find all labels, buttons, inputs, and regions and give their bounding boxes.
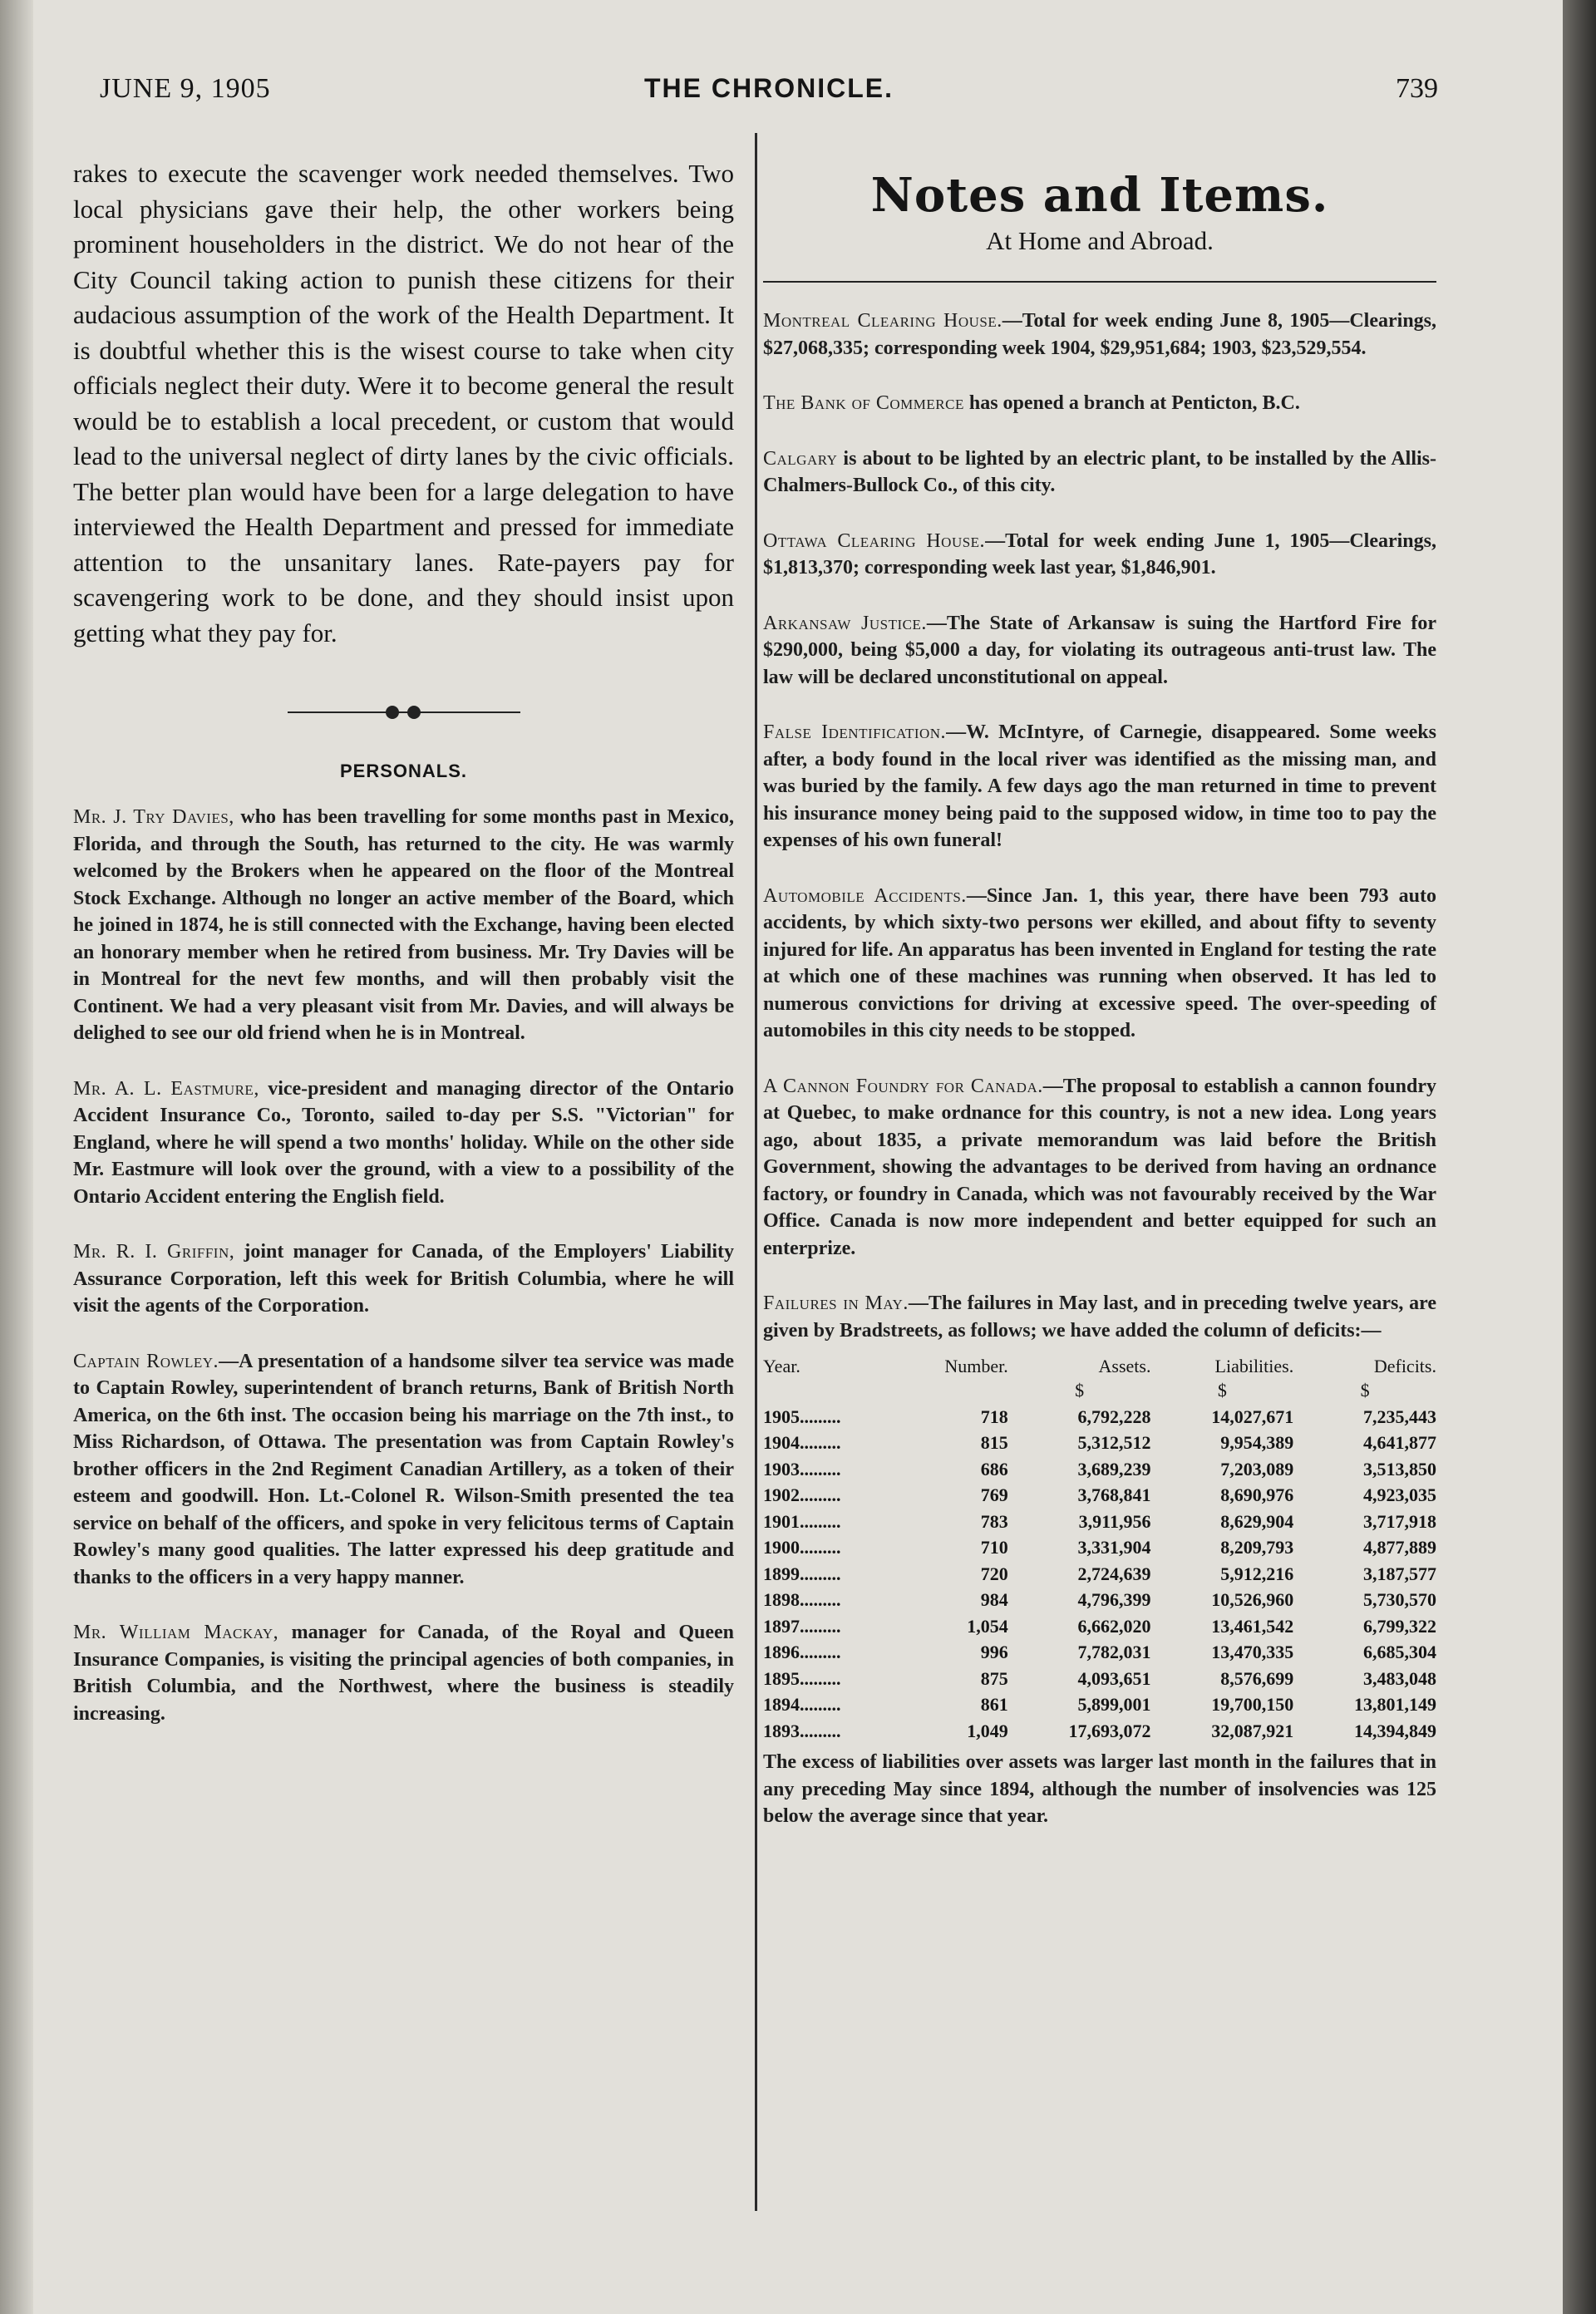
deficits-cell: 3,187,577 <box>1363 1563 1436 1584</box>
personal-text: joint manager for Canada, of the Employers' Liability Assurance Corporation, left this week for British Columbia, where he will visit the agents of the Corporation. <box>73 1241 735 1317</box>
assets-cell: 6,792,228 <box>1077 1406 1151 1427</box>
editorial-continuation: rakes to execute the scavenger work needed themselves. Two local physicians gave their help, the other workers being prominent householders in the district. We do not hear of the City Council taking action to punish these citizens for their audacious assumption of the work of the Health Department. It is doubtful whether this is the wisest course to take when city officials neglect their duty. Were it to become general the result would be to establish a local precedent, or custom that would lead to the universal neglect of dirty lanes by the civic officials. The better plan would have been for a large delegation to have interviewed the Health Department and pressed for immediate attention to the unsanitary lanes. Rate-payers pay for scavengering work to be done, and they should insist upon getting what they pay for. <box>73 159 734 647</box>
notes-title: Notes and Items. <box>870 168 1329 223</box>
left-column <box>73 156 734 1755</box>
news-item <box>763 1290 1436 1344</box>
news-item-heading: False Identification. <box>763 721 947 743</box>
news-item-heading: A Cannon Foundry for Canada. <box>763 1075 1043 1097</box>
dot-leader: ......... <box>800 1667 841 1689</box>
table-row <box>763 1456 1436 1483</box>
personal-item <box>73 1076 734 1211</box>
year-value: 1905 <box>763 1406 800 1427</box>
news-item <box>763 446 1436 500</box>
news-item <box>763 610 1436 692</box>
assets-cell: 3,911,956 <box>1078 1510 1151 1532</box>
dot-leader: ......... <box>800 1589 841 1610</box>
deficits-cell: 3,513,850 <box>1363 1458 1436 1479</box>
page-binding-shadow <box>0 0 33 2314</box>
table-row <box>763 1666 1436 1692</box>
column-header-year: Year. <box>763 1356 800 1376</box>
personal-text: —A presentation of a handsome silver tea service was made to Captain Rowley, superintendent of branch returns, Bank of British North America, on the 6th inst. The occasion being his marriage on the 7th inst., to Miss Richardson, of Ottawa. The presentation was from Captain Rowley's brother officers in the 2nd Regiment Canadian Artillery, as a token of their esteem and goodwill. Hon. Lt.-Colonel R. Wilson-Smith presented the tea service on behalf of the officers, and spoke in very felicitous terms of Captain Rowley's many good qualities. The latter expressed his deep gratitude and thanks to the officers in a very happy manner. <box>73 1350 734 1588</box>
dot-leader: ......... <box>800 1510 841 1532</box>
news-item-heading: Calgary <box>763 447 838 470</box>
news-item-heading: Ottawa Clearing House. <box>763 529 986 552</box>
year-cell <box>763 1587 898 1613</box>
personal-text: manager for Canada, of the Royal and Queen Insurance Companies, is visiting the principal agencies of both companies, in British Columbia, and the Northwest, where the business is steadily increasing. <box>73 1622 735 1725</box>
year-value: 1897 <box>763 1615 800 1637</box>
news-item <box>763 528 1436 582</box>
number-cell: 710 <box>980 1537 1008 1558</box>
number-cell: 875 <box>980 1667 1008 1689</box>
news-item-text: —Total for week ending June 1, 1905—Clearings, $1,813,370; corresponding week last year, $1,846,901. <box>763 529 1436 578</box>
dot-leader: ......... <box>800 1615 841 1637</box>
deficits-cell: 3,717,918 <box>1363 1510 1436 1532</box>
year-value: 1896 <box>763 1642 800 1662</box>
personal-name: Captain Rowley. <box>73 1350 219 1372</box>
assets-cell: 5,312,512 <box>1077 1432 1151 1453</box>
year-cell <box>763 1509 898 1535</box>
dot-leader: ......... <box>800 1642 841 1662</box>
news-item-text: —Since Jan. 1, this year, there have been 793 auto accidents, by which sixty-two persons wer ekilled, and about fifty to seventy injured for life. An apparatus has been invented in England for testing the rate at which one of these machines was running when observed. It has led to numerous convictions for driving at excessive speed. The over-speeding of automobiles in this city needs to be stopped. <box>763 884 1437 1041</box>
section-ornament <box>288 702 520 722</box>
column-divider <box>755 133 757 2211</box>
assets-cell: 4,093,651 <box>1077 1667 1151 1689</box>
dot-leader: ......... <box>800 1458 841 1479</box>
header-page-number: 739 <box>1396 73 1438 104</box>
assets-cell: 5,899,001 <box>1077 1694 1151 1715</box>
personal-name: Mr. A. L. Eastmure, <box>73 1077 259 1100</box>
header-title: THE CHRONICLE. <box>644 73 894 103</box>
dot-leader: ......... <box>800 1563 841 1584</box>
deficits-cell: 5,730,570 <box>1363 1589 1436 1610</box>
news-item-heading: Automobile Accidents. <box>763 884 967 907</box>
unit-cell: $ <box>1217 1380 1227 1401</box>
news-item-heading: Montreal Clearing House. <box>763 310 1002 332</box>
number-cell: 783 <box>980 1510 1008 1532</box>
assets-cell: 4,796,399 <box>1077 1589 1151 1610</box>
number-cell: 686 <box>980 1458 1008 1479</box>
personal-name: Mr. R. I. Griffin, <box>73 1241 235 1263</box>
running-header <box>100 73 1438 123</box>
deficits-cell: 4,877,889 <box>1363 1537 1436 1558</box>
year-cell <box>763 1613 898 1640</box>
number-cell: 815 <box>980 1432 1008 1453</box>
liabilities-cell: 13,461,542 <box>1211 1615 1294 1637</box>
assets-cell: 7,782,031 <box>1077 1642 1151 1662</box>
closing-paragraph: The excess of liabilities over assets was larger last month in the failures that in any preceding May since 1894, although the number of insolvencies was 125 below the average since that year. <box>763 1751 1436 1827</box>
failures-table-header <box>763 1356 1436 1377</box>
notes-subtitle: At Home and Abroad. <box>986 226 1214 255</box>
year-value: 1904 <box>763 1432 800 1453</box>
column-header-liabilities: Liabilities. <box>1214 1356 1294 1376</box>
news-item-text: —Total for week ending June 8, 1905—Clearings, $27,068,335; corresponding week 1904, $29,951,684; 1903, $23,529,554. <box>763 310 1437 359</box>
year-cell <box>763 1404 898 1430</box>
table-row <box>763 1482 1436 1509</box>
personals-heading: PERSONALS. <box>339 761 468 781</box>
year-value: 1902 <box>763 1484 800 1505</box>
page-edge-shadow <box>1563 0 1596 2314</box>
liabilities-cell: 19,700,150 <box>1211 1694 1294 1715</box>
news-item-text: —The failures in May last, and in preceding twelve years, are given by Bradstreets, as follows; we have added the column of deficits:— <box>763 1292 1436 1342</box>
table-row <box>763 1691 1436 1718</box>
table-row <box>763 1587 1436 1613</box>
year-cell <box>763 1718 898 1745</box>
deficits-cell: 13,801,149 <box>1354 1694 1436 1715</box>
assets-cell: 6,662,020 <box>1077 1615 1151 1637</box>
column-header-assets: Assets. <box>1098 1356 1151 1376</box>
assets-cell: 2,724,639 <box>1077 1563 1151 1584</box>
personal-item <box>73 1619 734 1727</box>
liabilities-cell: 32,087,921 <box>1211 1720 1294 1741</box>
news-item-heading: Failures in May. <box>763 1292 909 1314</box>
table-row <box>763 1613 1436 1640</box>
number-cell: 996 <box>980 1642 1008 1662</box>
column-header-number: Number. <box>944 1356 1008 1376</box>
news-item-text: —W. McIntyre, of Carnegie, disappeared. Some weeks after, a body found in the local river was identified as the missing man, and was buried by the family. A few days ago the man returned in time to prevent his insurance money being paid to the supposed widow, in time too to pay the expenses of his own funeral! <box>763 721 1436 851</box>
deficits-cell: 6,685,304 <box>1363 1642 1436 1662</box>
number-cell: 984 <box>980 1589 1008 1610</box>
year-value: 1903 <box>763 1458 800 1479</box>
unit-cell: $ <box>1075 1380 1085 1401</box>
news-item-heading: The Bank of Commerce <box>763 392 964 414</box>
liabilities-cell: 8,209,793 <box>1220 1537 1294 1558</box>
number-cell: 861 <box>980 1694 1008 1715</box>
dot-leader: ......... <box>800 1432 841 1453</box>
dot-leader: ......... <box>800 1484 841 1505</box>
news-item-text: is about to be lighted by an electric plant, to be installed by the Allis-Chalmers-Bullock Co., of this city. <box>763 447 1436 496</box>
year-value: 1898 <box>763 1589 800 1610</box>
assets-cell: 3,768,841 <box>1077 1484 1151 1505</box>
dot-leader: ......... <box>800 1694 841 1715</box>
news-item-heading: Arkansaw Justice. <box>763 612 927 634</box>
deficits-cell: 7,235,443 <box>1363 1406 1436 1427</box>
number-cell: 718 <box>980 1406 1008 1427</box>
number-cell: 720 <box>980 1563 1008 1584</box>
year-value: 1894 <box>763 1694 800 1715</box>
unit-cell <box>763 1377 898 1404</box>
year-value: 1900 <box>763 1537 800 1558</box>
number-cell: 769 <box>980 1484 1008 1505</box>
deficits-cell: 14,394,849 <box>1354 1720 1436 1741</box>
table-row <box>763 1534 1436 1561</box>
right-column <box>763 156 1436 1859</box>
table-row <box>763 1718 1436 1745</box>
personal-item <box>73 1348 734 1592</box>
failures-table-units <box>763 1377 1436 1404</box>
personal-name: Mr. William Mackay, <box>73 1622 279 1643</box>
news-item-text: has opened a branch at Penticton, B.C. <box>963 392 1300 414</box>
year-value: 1893 <box>763 1720 800 1741</box>
unit-cell <box>898 1377 1008 1404</box>
personal-text: vice-president and managing director of the Ontario Accident Insurance Co., Toronto, sailed to-day per S.S. "Victorian" for England, where he will spend a two months' holiday. While on the other side Mr. Eastmure will look over the ground, with a view to a possibility of the Ontario Accident entering the English field. <box>73 1077 734 1208</box>
assets-cell: 17,693,072 <box>1068 1720 1151 1741</box>
deficits-cell: 3,483,048 <box>1363 1667 1436 1689</box>
deficits-cell: 4,923,035 <box>1363 1484 1436 1505</box>
year-cell <box>763 1639 898 1666</box>
title-rule <box>763 281 1436 283</box>
news-item-text: —The proposal to establish a cannon foundry at Quebec, to make ordnance for this country, is not a new idea. Long years ago, about 1835, a private memorandum was laid before the British Government, showing the advantages to be derived from having an ordnance factory, or foundry in Canada, which was not favourably received by the War Office. Canada is now more independent and better equipped for such an enterprize. <box>763 1075 1436 1259</box>
deficits-cell: 4,641,877 <box>1363 1432 1436 1453</box>
year-cell <box>763 1666 898 1692</box>
table-row <box>763 1639 1436 1666</box>
personal-name: Mr. J. Try Davies, <box>73 806 234 828</box>
news-item <box>763 719 1436 854</box>
unit-cell: $ <box>1360 1380 1370 1401</box>
table-row <box>763 1561 1436 1588</box>
failures-table <box>763 1356 1436 1744</box>
personal-text: who has been travelling for some months past in Mexico, Florida, and through the South, has returned to the city. He was warmly welcomed by the Brokers when he appeared on the floor of the Montreal Stock Exchange. Although no longer an active member of the Board, which he joined in 1874, he is still connected with the Exchange, having been elected an honorary member when he retired from business. Mr. Try Davies will be in Montreal for the nevt few months, and will then probably visit the Continent. We had a very pleasant visit from Mr. Davies, and will always be delighed to see our old friend when he is in Montreal. <box>73 806 734 1044</box>
year-value: 1901 <box>763 1510 800 1532</box>
liabilities-cell: 10,526,960 <box>1211 1589 1294 1610</box>
liabilities-cell: 8,690,976 <box>1220 1484 1294 1505</box>
failures-table-body <box>763 1404 1436 1745</box>
year-cell <box>763 1482 898 1509</box>
liabilities-cell: 8,576,699 <box>1220 1667 1294 1689</box>
liabilities-cell: 5,912,216 <box>1220 1563 1294 1584</box>
year-cell <box>763 1456 898 1483</box>
dot-leader: ......... <box>800 1537 841 1558</box>
personal-item <box>73 804 734 1047</box>
number-cell: 1,049 <box>967 1720 1008 1741</box>
year-value: 1899 <box>763 1563 800 1584</box>
news-item <box>763 308 1436 362</box>
dot-leader: ......... <box>800 1406 841 1427</box>
liabilities-cell: 13,470,335 <box>1211 1642 1294 1662</box>
table-row <box>763 1404 1436 1430</box>
header-date: JUNE 9, 1905 <box>100 73 271 104</box>
year-cell <box>763 1534 898 1561</box>
assets-cell: 3,331,904 <box>1077 1537 1151 1558</box>
news-item <box>763 883 1436 1045</box>
table-row <box>763 1430 1436 1456</box>
liabilities-cell: 8,629,904 <box>1220 1510 1294 1532</box>
dot-leader: ......... <box>800 1720 841 1741</box>
deficits-cell: 6,799,322 <box>1363 1615 1436 1637</box>
liabilities-cell: 7,203,089 <box>1220 1458 1294 1479</box>
year-cell <box>763 1561 898 1588</box>
column-header-deficits: Deficits. <box>1373 1356 1436 1376</box>
year-cell <box>763 1430 898 1456</box>
table-row <box>763 1509 1436 1535</box>
news-item-text: —The State of Arkansaw is suing the Hartford Fire for $290,000, being $5,000 a day, for violating its outrageous anti-trust law. The law will be declared unconstitutional on appeal. <box>763 612 1436 688</box>
news-item <box>763 1073 1436 1263</box>
number-cell: 1,054 <box>967 1615 1008 1637</box>
year-value: 1895 <box>763 1667 800 1689</box>
personal-item <box>73 1238 734 1320</box>
year-cell <box>763 1691 898 1718</box>
news-item <box>763 390 1436 417</box>
liabilities-cell: 9,954,389 <box>1220 1432 1294 1453</box>
liabilities-cell: 14,027,671 <box>1211 1406 1294 1427</box>
assets-cell: 3,689,239 <box>1077 1458 1151 1479</box>
